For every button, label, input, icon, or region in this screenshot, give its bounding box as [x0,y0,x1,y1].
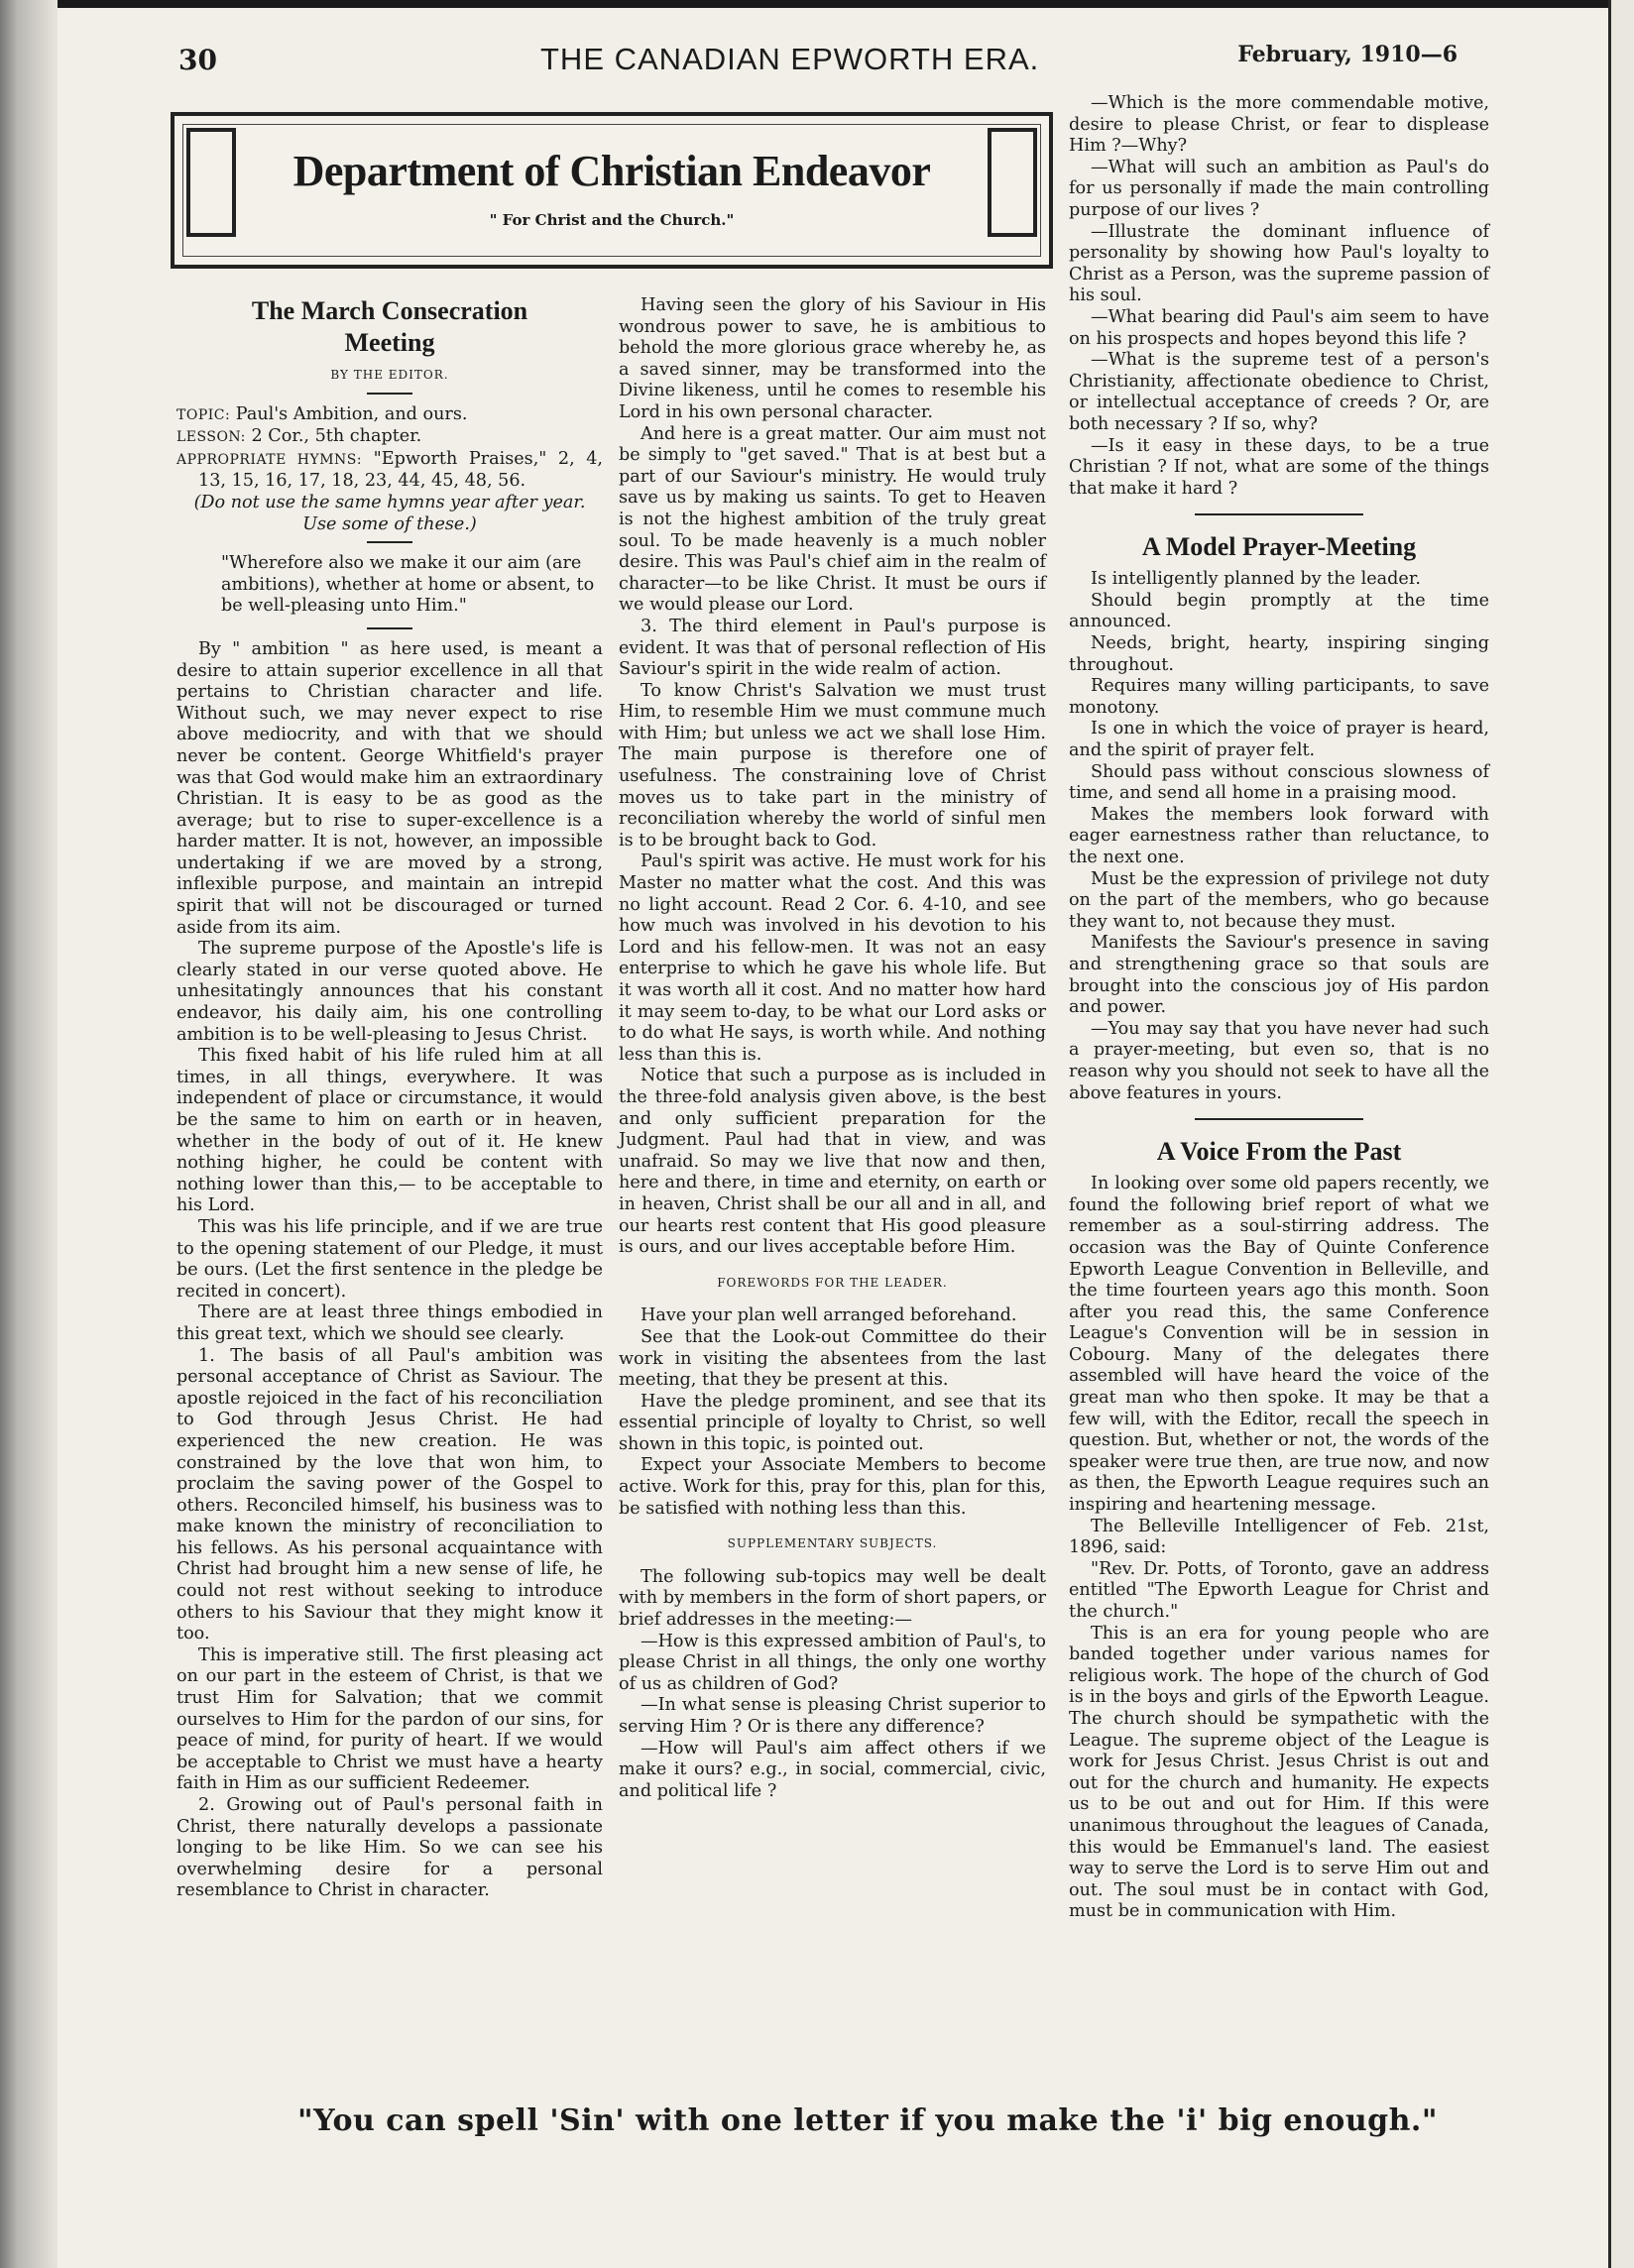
hymns-line [176,449,603,493]
paragraph: 1. The basis of all Paul's ambition was personal acceptance of Christ as Saviour. The apostle rejoiced in the fact of his reconciliation to God through Jesus Christ. He had experienced the new creation. He was constrained by the love that won him, to proclaim the saving power of the Gospel to others. Reconciled himself, his business was to make known the ministry of reconciliation to his fellows. As his personal acquaintance with Christ had brought him a new sense of life, he could not rest without seeking to introduce others to his Saviour that they might know it too. [176,1345,603,1644]
publication-title: THE CANADIAN EPWORTH ERA. [540,42,1040,76]
topic-value: Paul's Ambition, and ours. [235,403,468,424]
lesson-key: LESSON: [176,429,246,446]
foreword-item: Expect your Associate Members to become active. Work for this, pray for this, plan for this, be satisfied with nothing less than this. [619,1455,1046,1519]
paragraph: And here is a great matter. Our aim must not be simply to "get saved." That is at best but a part of our Saviour's ministry. He would truly save us by making us saints. To get to Heaven is not the highest ambition of the truly great soul. To be made heavenly is a much nobler desire. This was Paul's chief aim in the realm of character—to be like Christ. It must be ours if we would please our Lord. [619,423,1046,616]
section-divider [1195,1118,1363,1120]
paragraph: The supreme purpose of the Apostle's life is clearly stated in our verse quoted above. He unhesitatingly announces that his constant endeavor, his daily aim, his one controlling ambition is to be well-pleasing to Jesus Christ. [176,939,603,1045]
question-item: —Which is the more commendable motive, desire to please Christ, or fear to displease Him ?—Why? [1069,93,1489,157]
page-binding-edge [0,0,58,2268]
forewords-heading: FOREWORDS FOR THE LEADER. [717,1275,948,1290]
foreword-item: Have your plan well arranged beforehand. [641,1305,1017,1326]
page-number: 30 [178,44,217,76]
prayer-item: Is one in which the voice of prayer is heard, and the spirit of prayer felt. [1069,719,1489,761]
supplementary-item: —How will Paul's aim affect others if we make it ours? e.g., in social, commercial, civic, and political life ? [619,1738,1046,1801]
topic-key: TOPIC: [176,406,231,423]
paragraph: "Rev. Dr. Potts, of Toronto, gave an address entitled "The Epworth League for Christ and the church." [1069,1558,1489,1622]
column-3 [1069,93,1489,1923]
paragraph: In looking over some old papers recently, we found the following brief report of what we remember as a soul-stirring address. The occasion was the Bay of Quinte Conference Epworth League Convention in Belleville, and the time fourteen years ago this month. Soon after you read this, the same Conference League's Convention will be in session in Cobourg. Many of the delegates there assembled will have heard the voice of the great man who then spoke. It may be that a few will, with the Editor, recall the speech in question. But, whether or not, the words of the speaker were true then, are true now, and now as then, the Epworth League requires such an inspiring and heartening message. [1069,1174,1489,1516]
paragraph: Notice that such a purpose as is included in the three-fold analysis given above, is the best and only sufficient preparation for the Judgment. Paul had that in view, and was unafraid. So may we live that now and then, here and there, in time and eternity, on earth or in heaven, Christ shall be our all and in all, and our hearts rest content that His good pleasure is ours, and our lives acceptable before Him. [619,1066,1046,1258]
footer-quote: "You can spell 'Sin' with one letter if you make the 'i' big enough." [297,2103,1438,2138]
prayer-item: Makes the members look forward with eager earnestness rather than reluctance, to the next one. [1069,804,1489,867]
hymns-note: (Do not use the same hymns year after year. Use some of these.) [193,492,586,534]
adjacent-page-edge [1608,0,1634,2268]
divider [367,541,412,543]
question-item: —What is the supreme test of a person's Christianity, affectionate obedience to Christ, or intellectual acceptance of creeds ? Or, are both necessary ? If so, why? [1069,350,1489,434]
voice-from-past-title: A Voice From the Past [1156,1137,1402,1167]
prayer-item: Should begin promptly at the time announced. [1069,590,1489,632]
divider [367,627,412,629]
question-item: —Illustrate the dominant influence of personality by showing how Paul's loyalty to Christ as a Person, was the supreme passion of his soul. [1069,221,1489,306]
department-title: Department of Christian Endeavor [292,147,931,195]
supplementary-heading: SUPPLEMENTARY SUBJECTS. [727,1536,938,1551]
paragraph: This was his life principle, and if we are true to the opening statement of our Pledge, it must be ours. (Let the first sentence in the pledge be recited in concert). [176,1216,603,1302]
paragraph: This fixed habit of his life ruled him at all times, in all things, everywhere. It was independent of place or circumstance, it would be the same to him on earth or in heaven, whether in the body of out of it. He knew nothing higher, he could be content with nothing lower than this,— to be acceptable to his Lord. [176,1046,603,1216]
column-2 [619,295,1046,1802]
hymns-key: APPROPRIATE HYMNS: [176,451,363,468]
hymns-value: "Epworth Praises," 2, 4, 13, 15, 16, 17, 18, 23, 44, 45, 48, 56. [198,448,604,492]
paragraph: There are at least three things embodied in this great text, which we should see clearly. [176,1303,603,1344]
byline: BY THE EDITOR. [330,368,449,382]
running-header [178,40,1458,79]
paragraph: This is imperative still. The first pleasing act on our part in the esteem of Christ, is that we trust Him for Salvation; that we commit ourselves to Him for the pardon of our sins, for peace of mind, for purity of heart. If we would be acceptable to Christ we must have a hearty faith in Him as our sufficient Redeemer. [176,1644,603,1794]
article-title-line-1: The March Consecration [251,296,528,325]
prayer-item: —You may say that you have never had such a prayer-meeting, but even so, that is no reason why you should not seek to have all the above features in yours. [1069,1018,1489,1103]
scripture-quote: "Wherefore also we make it our aim (are ambitions), whether at home or absent, to be well-pleasing unto Him." [221,553,595,617]
lesson-line [176,426,603,449]
prayer-meeting-title: A Model Prayer-Meeting [1141,532,1417,562]
article-title-line-2: Meeting [344,328,435,357]
paragraph: To know Christ's Salvation we must trust Him, to resemble Him we must commune much with Him; but unless we act we shall lose Him. The main purpose is therefore one of usefulness. The constraining love of Christ moves us to take part in the ministry of reconciliation whereby the world of sinful men is to be brought back to God. [619,680,1046,850]
supplementary-item: —In what sense is pleasing Christ superior to serving Him ? Or is there any difference? [619,1695,1046,1737]
foreword-item: Have the pledge prominent, and see that its essential principle of loyalty to Christ, so well shown in this topic, is pointed out. [619,1391,1046,1454]
prayer-item: Must be the expression of privilege not duty on the part of the members, who go because they want to, not because they must. [1069,868,1489,932]
supplementary-item: The following sub-topics may well be dealt with by members in the form of short papers, or brief addresses in the meeting:— [619,1566,1046,1631]
paragraph: 2. Growing out of Paul's personal faith in Christ, there naturally develops a passionate longing to be like Him. So we can see his overwhelming desire for a personal resemblance to Christ in character. [176,1795,603,1901]
article-title [176,295,603,359]
supplementary-item: —How is this expressed ambition of Paul's, to please Christ in all things, the only one worthy of us as children of God? [619,1631,1046,1694]
question-item: —What will such an ambition as Paul's do for us personally if made the main controlling purpose of our lives ? [1069,157,1489,220]
department-banner [171,112,1053,269]
foreword-item: See that the Look-out Committee do their work in visiting the absentees from the last meeting, that they be present at this. [619,1326,1046,1391]
question-item: —Is it easy in these days, to be a true Christian ? If not, what are some of the things that make it hard ? [1069,435,1489,499]
topic-line [176,404,603,427]
prayer-item: Requires many willing participants, to save monotony. [1069,676,1489,718]
prayer-item: Needs, bright, hearty, inspiring singing throughout. [1069,633,1489,675]
prayer-item: Manifests the Saviour's presence in saving and strengthening grace so that souls are brought into the conscious joy of His pardon and power. [1069,933,1489,1018]
issue-date: February, 1910—6 [1237,42,1458,67]
section-divider [1195,513,1363,515]
paragraph: Having seen the glory of his Saviour in His wondrous power to save, he is ambitious to behold the more glorious grace whereby he, as a saved sinner, may be transformed into the Divine likeness, until he comes to resemble his Lord in his own personal character. [619,295,1046,422]
lesson-value: 2 Cor., 5th chapter. [251,426,422,447]
divider [367,393,412,395]
prayer-item: Should pass without conscious slowness of time, and send all home in a praising mood. [1069,761,1489,804]
prayer-item: Is intelligently planned by the leader. [1091,569,1421,590]
paragraph: The Belleville Intelligencer of Feb. 21st, 1896, said: [1069,1516,1489,1558]
top-border [0,0,1634,8]
department-motto: " For Christ and the Church." [489,211,735,229]
column-1 [176,295,603,1902]
question-item: —What bearing did Paul's aim seem to have on his prospects and hopes beyond this life ? [1069,306,1489,349]
paragraph: This is an era for young people who are banded together under various names for religious work. The hope of the church of God is in the boys and girls of the Epworth League. The church should be sympathetic with the League. The supreme object of the League is work for Jesus Christ. Jesus Christ is out and out for the church and humanity. He expects us to be out and out for Him. If this were unanimous throughout the leagues of Canada, this would be Emmanuel's land. The easiest way to serve the Lord is to serve Him out and out. The soul must be in contact with God, must be in communication with Him. [1069,1623,1489,1922]
paragraph: By " ambition " as here used, is meant a desire to attain superior excellence in all that pertains to Christian character and life. Without such, we may never expect to rise above mediocrity, and with that we should never be content. George Whitfield's prayer was that God would make him an extraordinary Christian. It is easy to be as good as the average; but to rise to super-excellence is a harder matter. It is not, however, an impossible undertaking if we are moved by a strong, inflexible purpose, and maintain an intrepid spirit that will not be discouraged or turned aside from its aim. [176,638,603,938]
paragraph: 3. The third element in Paul's purpose is evident. It was that of personal reflection of His Saviour's spirit in the wide realm of action. [619,616,1046,680]
paragraph: Paul's spirit was active. He must work for his Master no matter what the cost. And this was no light account. Read 2 Cor. 6. 4-10, and see how much was involved in his devotion to his Lord and his fellow-men. It was not an easy enterprise to which he gave his whole life. But it was worth all it cost. And no matter how hard it may seem to-day, to be what our Lord asks or to do what He says, is worth while. And nothing less than this is. [619,851,1046,1065]
